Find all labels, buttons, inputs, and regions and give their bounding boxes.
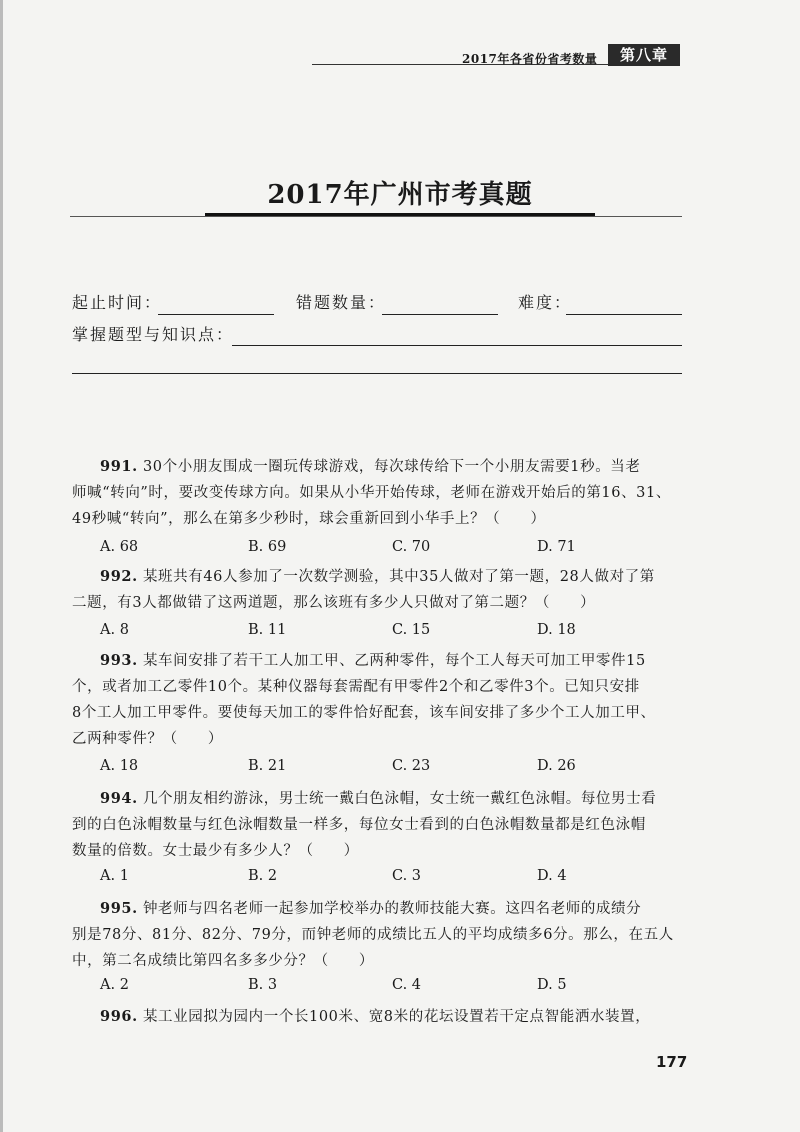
option-d[interactable]: D. 18	[537, 622, 576, 638]
option-d[interactable]: D. 4	[537, 868, 567, 884]
question-text-line: 某班共有46人参加了一次数学测验，其中35人做对了第一题，28人做对了第	[142, 569, 655, 585]
question-text-line: 某车间安排了若干工人加工甲、乙两种零件，每个工人每天可加工甲零件15	[142, 653, 646, 669]
option-d[interactable]: D. 5	[537, 977, 567, 993]
option-a[interactable]: A. 2	[100, 977, 129, 993]
option-c[interactable]: C. 15	[392, 622, 431, 638]
title-rule-thin	[70, 216, 682, 217]
difficulty-label: 难度：	[518, 293, 573, 312]
question-996	[96, 1004, 686, 1030]
start-end-time-label: 起止时间：	[72, 293, 163, 312]
question-text-line: 师喊“转向”时，要改变传球方向。如果从小华开始传球，老师在游戏开始后的第16、31、	[72, 485, 671, 501]
title-rule-thick	[205, 213, 595, 216]
options-993	[100, 758, 660, 780]
question-number: 996.	[100, 1008, 138, 1025]
question-995	[72, 896, 686, 974]
option-c[interactable]: C. 23	[392, 758, 431, 774]
question-text-line: 几个朋友相约游泳，男士统一戴白色泳帽，女士统一戴红色泳帽。每位男士看	[142, 791, 657, 807]
option-c[interactable]: C. 4	[392, 977, 422, 993]
options-994	[100, 868, 660, 890]
page-number: 177	[656, 1053, 688, 1071]
start-end-time-blank[interactable]	[158, 314, 274, 315]
chapter-badge: 第八章	[608, 44, 680, 66]
options-991	[100, 539, 660, 561]
question-number: 993.	[100, 652, 138, 669]
error-count-blank[interactable]	[382, 314, 498, 315]
knowledge-blank-2[interactable]	[72, 373, 682, 374]
option-b[interactable]: B. 69	[248, 539, 287, 555]
option-a[interactable]: A. 8	[100, 622, 129, 638]
option-b[interactable]: B. 21	[248, 758, 287, 774]
difficulty-blank[interactable]	[566, 314, 682, 315]
question-text-line: 49秒喊“转向”，那么在第多少秒时，球会重新回到小华手上？（ ）	[72, 511, 546, 527]
question-number: 991.	[100, 458, 138, 475]
question-text-line: 8个工人加工甲零件。要使每天加工的零件恰好配套，该车间安排了多少个工人加工甲、	[72, 705, 656, 721]
option-b[interactable]: B. 3	[248, 977, 278, 993]
question-number: 995.	[100, 900, 138, 917]
options-992	[100, 622, 660, 644]
option-d[interactable]: D. 26	[537, 758, 576, 774]
question-text-line: 到的白色泳帽数量与红色泳帽数量一样多，每位女士看到的白色泳帽数量都是红色泳帽	[72, 817, 646, 833]
question-number: 992.	[100, 568, 138, 585]
question-text-line: 中，第二名成绩比第四名多多少分？（ ）	[72, 953, 374, 969]
page-title: 2017年广州市考真题	[267, 180, 533, 210]
option-b[interactable]: B. 11	[248, 622, 287, 638]
question-text-line: 别是78分、81分、82分、79分，而钟老师的成绩比五人的平均成绩多6分。那么，在五人	[72, 927, 674, 943]
option-b[interactable]: B. 2	[248, 868, 278, 884]
question-992	[72, 564, 686, 616]
question-text-line: 30个小朋友围成一圈玩传球游戏，每次球传给下一个小朋友需要1秒。当老	[142, 459, 641, 475]
running-title: 2017年各省份省考数量	[462, 52, 598, 66]
option-d[interactable]: D. 71	[537, 539, 576, 555]
question-text-line: 二题，有3人都做错了这两道题，那么该班有多少人只做对了第二题？（ ）	[72, 595, 596, 611]
option-a[interactable]: A. 1	[100, 868, 129, 884]
question-text-line: 数量的倍数。女士最少有多少人？（ ）	[72, 843, 359, 859]
question-993	[72, 648, 686, 752]
question-text-line: 某工业园拟为园内一个长100米、宽8米的花坛设置若干定点智能洒水装置，	[142, 1009, 651, 1025]
page-edge-shadow	[0, 0, 3, 1132]
question-text-line: 个，或者加工乙零件10个。某种仪器每套需配有甲零件2个和乙零件3个。已知只安排	[72, 679, 640, 695]
knowledge-label: 掌握题型与知识点：	[72, 325, 235, 344]
option-a[interactable]: A. 18	[100, 758, 139, 774]
question-994	[72, 786, 686, 864]
knowledge-blank[interactable]	[232, 345, 682, 346]
option-a[interactable]: A. 68	[100, 539, 139, 555]
question-991	[72, 454, 686, 532]
option-c[interactable]: C. 70	[392, 539, 431, 555]
question-text-line: 乙两种零件？（ ）	[72, 731, 223, 747]
options-995	[100, 977, 660, 999]
option-c[interactable]: C. 3	[392, 868, 422, 884]
question-number: 994.	[100, 790, 138, 807]
error-count-label: 错题数量：	[296, 293, 387, 312]
question-text-line: 钟老师与四名老师一起参加学校举办的教师技能大赛。这四名老师的成绩分	[142, 901, 642, 917]
